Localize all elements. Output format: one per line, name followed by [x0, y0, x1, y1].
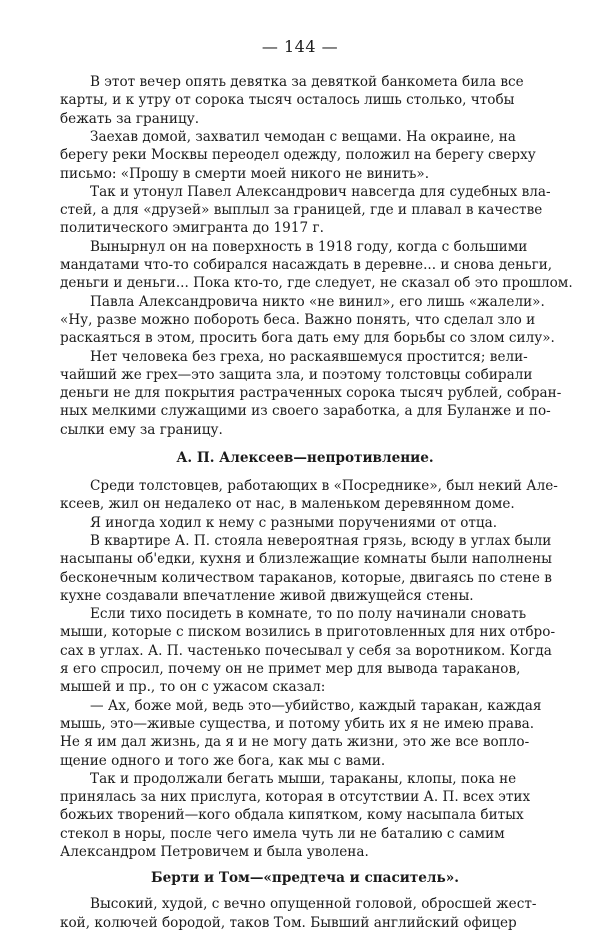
text-line: Я иногда ходил к нему с разными поручениями от отца. [90, 514, 498, 531]
text-line: берегу реки Москвы переодел одежду, положил на берегу сверху [60, 147, 536, 164]
text-line: карты, и к утру от сорока тысяч осталось лишь столько, чтобы [60, 92, 515, 109]
text-line: Если тихо посидеть в комнате, то по полу начинали сновать [90, 606, 527, 623]
text-line: кой, колючей бородой, таков Том. Бывший английский офицер [60, 914, 517, 931]
text-line: ксеев, жил он недалеко от нас, в маленьком деревянном доме. [60, 496, 515, 513]
text-line: Александром Петровичем и была уволена. [60, 844, 369, 860]
text-line: щение одного и того же бога, как мы с вами. [60, 752, 386, 769]
text-line: деньги не для покрытия растраченных сорока тысяч рублей, собран- [60, 385, 562, 402]
text-line: В квартире А. П. стояла невероятная грязь, всюду в углах были [90, 532, 552, 549]
text-line: бесконечным количеством тараканов, которые, двигаясь по стене в [60, 569, 552, 586]
text-line: мышь, это—живые существа, и потому убить их я не имею права. [60, 715, 535, 732]
text-line: Вынырнул он на поверхность в 1918 году, когда с большими [90, 238, 528, 255]
text-line: бежать за границу. [60, 110, 200, 127]
text-line: Высокий, худой, с вечно опущенной головой, обросшей жест- [90, 896, 537, 913]
text-line: сылки ему за границу. [60, 421, 223, 438]
text-line: чайший же грех—это защита зла, и поэтому толстовцы собирали [60, 366, 533, 383]
text-line: письмо: «Прошу в смерти моей никого не винить». [60, 165, 430, 182]
text-line: раскаяться в этом, просить бога дать ему для борьбы со злом силу». [60, 330, 555, 347]
text-line: Так и утонул Павел Александрович навсегда для судебных вла- [90, 183, 551, 200]
text-line: Нет человека без греха, но раскаявшемуся простится; вели- [90, 348, 528, 365]
text-line: принялась за них прислуга, которая в отсутствии А. П. всех этих [60, 789, 531, 806]
text-line: я его спросил, почему он не примет мер для вывода тараканов, [60, 661, 521, 677]
page-number: — 144 — [261, 37, 339, 56]
text-line: — Ах, боже мой, ведь это—убийство, каждый таракан, каждая [90, 697, 542, 714]
text-line: деньги и деньги... Пока кто-то, где следует, не сказал об это прошлом. [60, 275, 573, 292]
text-line: мыши, которые с писком возились в приготовленных для них отбро- [60, 624, 556, 641]
text-line: Не я им дал жизнь, да я и не могу дать жизни, это же все вопло- [60, 734, 530, 751]
text-line: В этот вечер опять девятка за девяткой банкомета била все [90, 74, 524, 90]
text-line: ных мелкими служащими из своего заработка, а для Буланже и по- [60, 403, 551, 420]
text-line: Павла Александровича никто «не винил», его лишь «жалели». [90, 293, 545, 310]
text-line: Среди толстовцев, работающих в «Посреднике», был некий Але- [90, 478, 558, 494]
text-line: сах в углах. А. П. частенько почесывал у себя за воротником. Когда [60, 642, 552, 659]
text-line: «Ну, разве можно побороть беса. Важно понять, что сделал зло и [60, 311, 536, 328]
text-line: политического эмигранта до 1917 г. [60, 220, 324, 237]
text-line: стей, а для «друзей» выплыл за границей, где и плавал в качестве [60, 202, 543, 219]
text-line: Заехав домой, захватил чемодан с вещами. На окраине, на [90, 128, 516, 145]
section-subheading: Берти и Том—«предтеча и спаситель». [151, 870, 459, 887]
section-heading: А. П. Алексеев—непротивление. [176, 450, 434, 466]
text-line: кухне создавали впечатление живой движущейся стены. [60, 587, 474, 604]
text-line: мандатами что-то собирался насаждать в деревне... и снова деньги, [60, 257, 553, 273]
text-line: стекол в норы, после чего имела чуть ли не баталию с самим [60, 825, 505, 842]
text-line: Так и продолжали бегать мыши, тараканы, клопы, пока не [90, 770, 517, 787]
text-line: насыпаны об'едки, кухня и близлежащие комнаты были наполнены [60, 551, 552, 568]
text-line: божьих творений—кого обдала кипятком, кому насыпала битых [60, 807, 524, 824]
text-line: мышей и пр., то он с ужасом сказал: [60, 679, 326, 696]
